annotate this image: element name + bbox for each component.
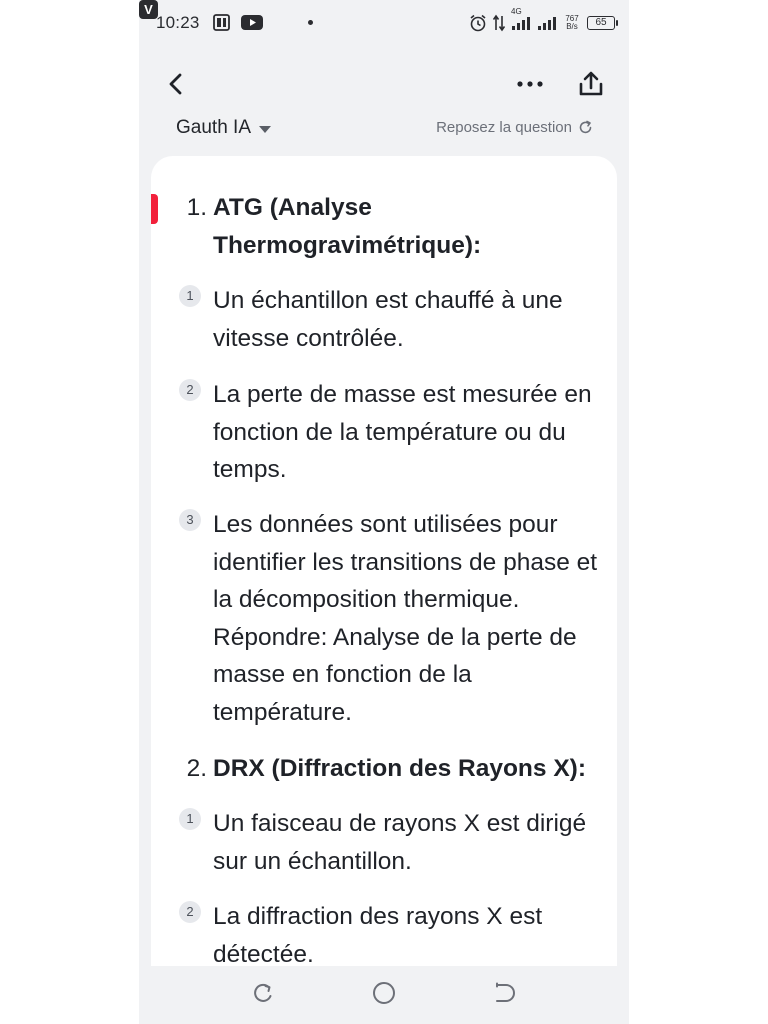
step-badge: 3	[179, 509, 201, 531]
status-indicators	[469, 6, 615, 34]
step-badge: 2	[179, 379, 201, 401]
step-text: La perte de masse est mesurée en fonction de la température ou du temps.	[213, 381, 592, 483]
upload-share-icon[interactable]	[576, 69, 606, 99]
reask-label: Reposez la question	[436, 119, 572, 136]
model-name: Gauth IA	[176, 117, 251, 138]
section-number: 2.	[186, 755, 207, 782]
step-badge: 1	[179, 285, 201, 307]
section-heading	[151, 750, 617, 788]
notification-dot	[308, 20, 313, 25]
more-horizontal-icon[interactable]	[515, 73, 545, 95]
phone-screen	[139, 0, 629, 1024]
system-nav-bar	[139, 966, 629, 1024]
model-selector[interactable]	[176, 117, 271, 139]
step-text: Les données sont utilisées pour identifier les transitions de phase et la décomposition thermique. Répondre: Analyse de la perte de masse en fonction de la température.	[213, 511, 598, 726]
step-badge: 1	[179, 808, 201, 830]
step-badge: 2	[179, 901, 201, 923]
system-back-icon[interactable]	[494, 982, 516, 1004]
youtube-icon	[241, 14, 263, 31]
top-navigation	[139, 60, 629, 110]
step-text: Un faisceau de rayons X est dirigé sur un échantillon.	[213, 810, 587, 875]
section-number: 1.	[186, 194, 207, 221]
pdf-app-icon	[213, 14, 230, 31]
step-text: La diffraction des rayons X est détectée.	[213, 903, 543, 966]
signal-icon-2	[537, 15, 557, 31]
signal-icon-1	[511, 15, 531, 31]
recents-icon[interactable]	[252, 982, 274, 1004]
home-circle-icon[interactable]	[372, 981, 396, 1005]
caret-down-icon	[259, 126, 271, 133]
data-transfer-icon	[493, 14, 505, 32]
model-row	[139, 112, 629, 146]
answer-card	[151, 156, 617, 966]
refresh-icon	[578, 120, 593, 135]
network-speed: 767 B/s	[565, 14, 579, 31]
chevron-left-icon[interactable]	[163, 70, 189, 98]
status-time: 10:23	[156, 13, 200, 32]
vidmate-icon: V	[139, 0, 158, 19]
network-type: 4G	[511, 6, 522, 16]
section-title: DRX (Diffraction des Rayons X):	[213, 755, 586, 782]
status-bar	[139, 0, 629, 46]
alarm-icon	[469, 14, 487, 32]
battery-indicator: 65	[587, 16, 615, 30]
reask-button[interactable]	[436, 119, 593, 136]
step-text: Un échantillon est chauffé à une vitesse contrôlée.	[213, 287, 563, 352]
section-title: ATG (Analyse Thermogravimétrique):	[213, 194, 482, 259]
section-heading	[151, 189, 617, 264]
